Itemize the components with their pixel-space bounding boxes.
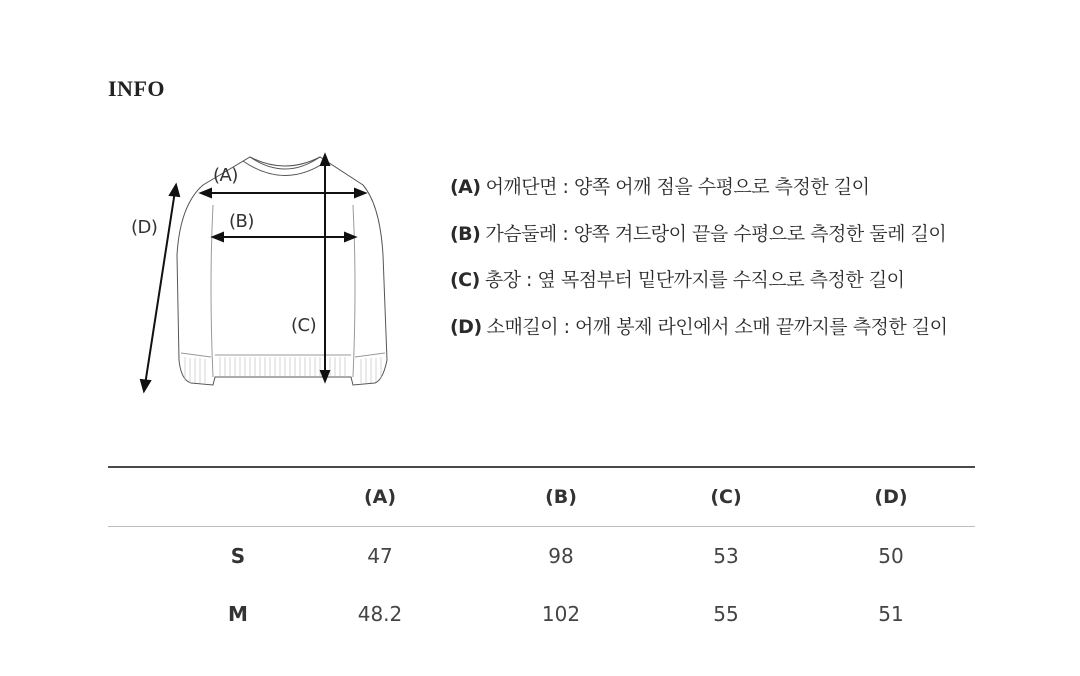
size-table <box>108 466 975 643</box>
label-a: (A) <box>213 165 238 186</box>
label-d: (D) <box>131 217 158 238</box>
sweater-illustration <box>125 145 405 405</box>
table-cell: 53 <box>713 544 739 568</box>
table-cell: 48.2 <box>357 602 403 626</box>
table-header-cell: (D) <box>874 486 908 508</box>
table-header-cell: (C) <box>710 486 742 508</box>
table-cell: 51 <box>878 602 904 626</box>
description-item: (C) 총장 : 옆 목점부터 밑단까지를 수직으로 측정한 길이 <box>450 269 905 291</box>
table-row <box>108 585 975 643</box>
measurement-descriptions <box>450 175 948 361</box>
description-item: (A) 어깨단면 : 양쪽 어깨 점을 수평으로 측정한 길이 <box>450 176 870 198</box>
table-cell: 98 <box>548 544 574 568</box>
table-header-cell: (B) <box>545 486 577 508</box>
label-c: (C) <box>291 315 317 336</box>
table-row <box>108 527 975 585</box>
table-cell: 50 <box>878 544 904 568</box>
description-item: (D) 소매길이 : 어깨 봉제 라인에서 소매 끝까지를 측정한 길이 <box>450 315 948 338</box>
table-header-row <box>108 468 975 527</box>
table-header-cell <box>178 468 298 526</box>
description-item: (B) 가슴둘레 : 양쪽 겨드랑이 끝을 수평으로 측정한 둘레 길이 <box>450 222 947 245</box>
table-cell: 47 <box>367 544 393 568</box>
size-label: S <box>230 544 246 568</box>
table-cell: 102 <box>541 602 581 626</box>
section-title: INFO <box>108 76 165 101</box>
label-b: (B) <box>229 211 254 232</box>
garment-diagram <box>125 145 405 405</box>
table-cell: 55 <box>713 602 739 626</box>
size-label: M <box>228 602 248 626</box>
table-header-cell: (A) <box>363 486 397 508</box>
